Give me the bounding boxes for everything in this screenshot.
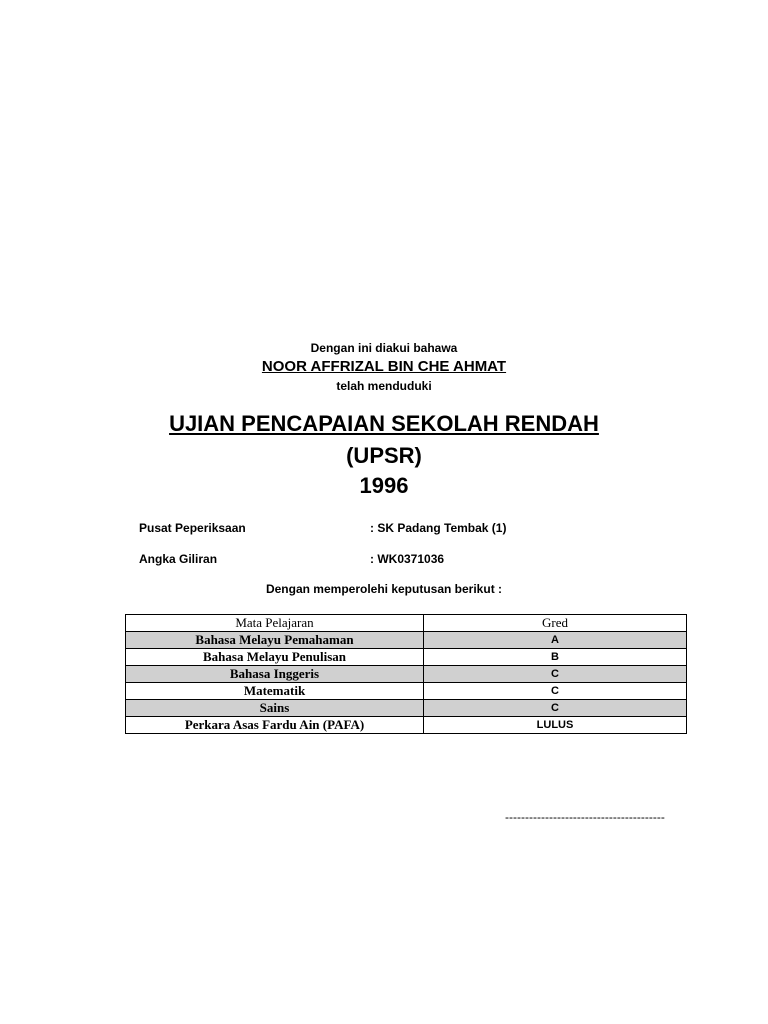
results-intro: Dengan memperolehi keputusan berikut : <box>265 582 503 596</box>
grade-cell: C <box>424 683 687 700</box>
grade-cell: B <box>424 649 687 666</box>
sat-text: telah menduduki <box>336 379 432 393</box>
table-row <box>126 683 687 700</box>
exam-abbreviation: (UPSR) <box>346 443 422 468</box>
header-grade: Gred <box>424 615 687 632</box>
subject-cell: Sains <box>126 700 424 717</box>
table-row <box>126 717 687 734</box>
index-number-value: : WK0371036 <box>370 552 445 566</box>
table-row <box>126 700 687 717</box>
subject-cell: Perkara Asas Fardu Ain (PAFA) <box>126 717 424 734</box>
subject-cell: Bahasa Inggeris <box>126 666 424 683</box>
results-table <box>125 614 687 734</box>
signature-line: ---------------------------------------- <box>505 810 665 824</box>
header-subject: Mata Pelajaran <box>126 615 424 632</box>
candidate-name: NOOR AFFRIZAL BIN CHE AHMAT <box>261 358 507 375</box>
table-row <box>126 632 687 649</box>
subject-cell: Matematik <box>126 683 424 700</box>
subject-cell: Bahasa Melayu Penulisan <box>126 649 424 666</box>
exam-year: 1996 <box>359 473 409 498</box>
exam-center-label: Pusat Peperiksaan <box>139 521 246 535</box>
table-row <box>126 649 687 666</box>
table-header-row <box>126 615 687 632</box>
table-row <box>126 666 687 683</box>
exam-center-value: : SK Padang Tembak (1) <box>370 521 507 535</box>
exam-title-line <box>0 411 768 437</box>
grade-cell: C <box>424 700 687 717</box>
certification-intro: Dengan ini diakui bahawa <box>310 341 458 355</box>
candidate-name-line <box>0 358 768 375</box>
grade-cell: LULUS <box>424 717 687 734</box>
grade-cell: C <box>424 666 687 683</box>
grade-cell: A <box>424 632 687 649</box>
subject-cell: Bahasa Melayu Pemahaman <box>126 632 424 649</box>
exam-title: UJIAN PENCAPAIAN SEKOLAH RENDAH <box>169 411 599 436</box>
index-number-label: Angka Giliran <box>139 552 218 566</box>
